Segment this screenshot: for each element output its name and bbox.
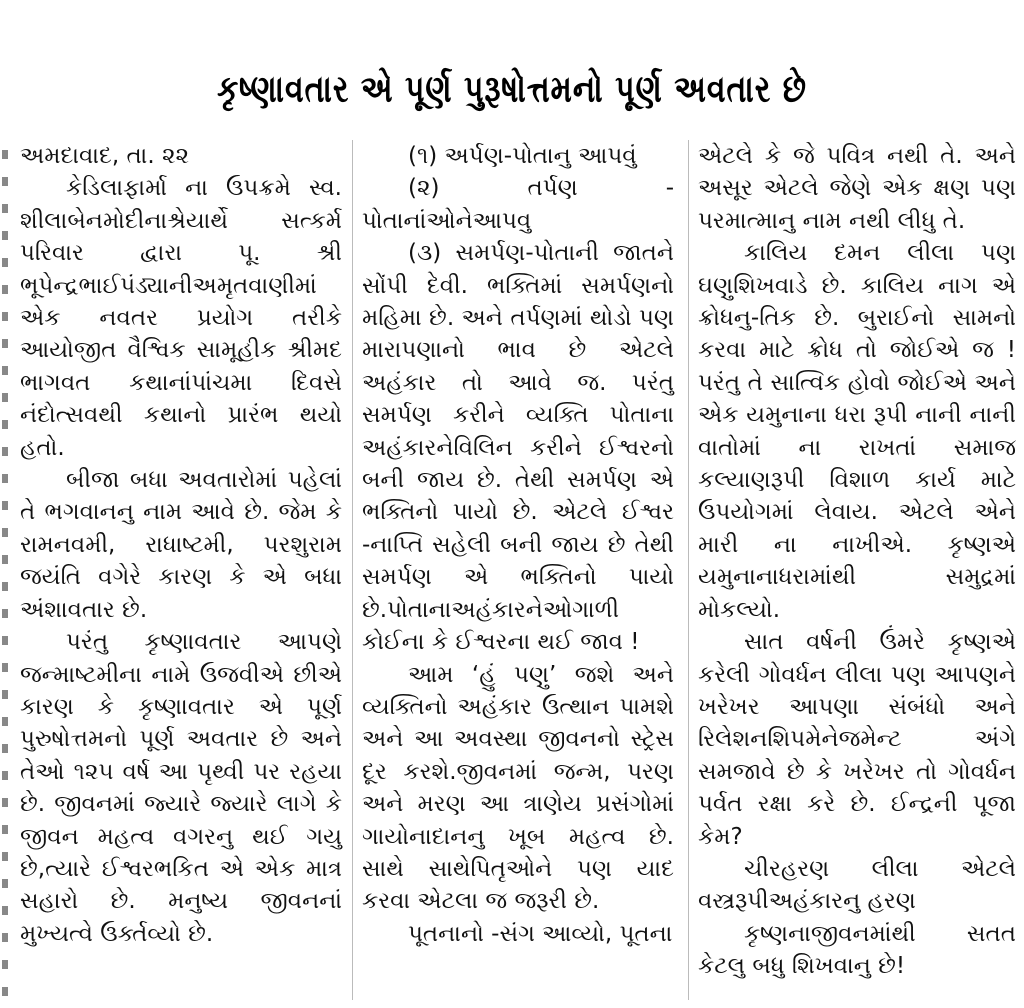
column-2 xyxy=(362,140,674,950)
paragraph: સાત વર્ષની ઉંમરે કૃષ્ણએ કરેલી ગોવર્ધન લીલા પણ આપણને ખરેખર આપણા સંબંધો અને રિલેશનશિપમેનેજમેન્ટ અંગે સમજાવે છે કે ખરેખર તો ગોવર્ધન પર્વત રક્ષા કરે છે. ઈન્દ્રની પૂજા કેમ? xyxy=(698,629,1016,850)
paragraph: બીજા બધા અવતારોમાં પહેલાં તે ભગવાનનુ નામ આવે છે. જેમ કે રામનવમી, રાધાષ્ટમી, પરશુરામ જયંતિ વગેરે કારણ કે એ બધા અંશાવતાર છે. xyxy=(20,467,342,623)
paragraph: કાલિય દમન લીલા પણ ઘણુશિખવાડે છે. કાલિય નાગ એ ક્રોધનુ-તિક છે. બુરાઈનો સામનો કરવા માટે ક્રોધ તો જોઈએ જ ! પરંતુ તે સાત્વિક હોવો જોઈએ અને એક યમુનાના ધરા રૂપી નાની નાની વાતોમાં ના રાખતાં સમાજ કલ્યાણરૂપી વિશાળ કાર્ય માટે ઉપયોગમાં લેવાય. એટલે એને મારી ના નાખીએ. કૃષ્ણએ યમુનાનાધરામાંથી સમુદ્રમાં મોકલ્યો. xyxy=(698,240,1016,623)
paragraph: કેડિલાફાર્મા ના ઉપક્રમે સ્વ. શીલાબેનમોદીનાશ્રેયાર્થે સત્કર્મ પરિવાર દ્વારા પૂ. શ્રી ભૂપેન્દ્રભાઈપંડ્યાનીઅમૃતવાણીમાં એક નવતર પ્રયોગ તરીકે આયોજીત વૈશ્વિક સામૂહીક શ્રીમદ ભાગવત કથાનાંપાંચમા દિવસે નંદોત્સવથી કથાનો પ્રારંભ થયો હતો. xyxy=(20,175,342,461)
paragraph: ચીરહરણ લીલા એટલે વસ્ત્રરૂપીઅહંકારનુ હરણ xyxy=(698,855,1016,915)
column-divider-2 xyxy=(688,140,689,1000)
paragraph: કૃષ્ણનાજીવનમાંથી સતત કેટલુ બધુ શિખવાનુ છે! xyxy=(698,920,1016,980)
column-edge-marks xyxy=(2,150,8,1000)
column-3 xyxy=(698,140,1016,983)
paragraph: આમ ‘હું પણુ’ જશે અને વ્યક્તિનો અહંકાર ઉત્થાન પામશે અને આ અવસ્થા જીવનનો સ્ટ્રેસ દૂર કરશે.જીવનમાં જન્મ, પરણ અને મરણ આ ત્રાણેય પ્રસંગોમાં ગાયોનાદાનનુ ખૂબ મહત્વ છે. સાથે સાથેપિતૃઓને પણ યાદ કરવા એટલા જ જરૂરી છે. xyxy=(362,661,674,915)
paragraph: (૨) તર્પણ - પોતાનાંઓનેઆપવુ xyxy=(362,175,674,234)
paragraph: પરંતુ કૃષ્ણાવતાર આપણે જન્માષ્ટમીના નામે ઉજવીએ છીએ કારણ કે કૃષ્ણાવતાર એ પૂર્ણ પુરુષોત્તમનો પૂર્ણ અવતાર છે અને તેઓ ૧૨૫ વર્ષ આ પૃથ્વી પર રહયા છે. જીવનમાં જ્યારે જ્યારે લાગે કે જીવન મહત્વ વગરનુ થઈ ગયુ છે,ત્યારે ઈશ્વરભકિત એ એક માત્ર સહારો છે. મનુષ્ય જીવનનાં મુખ્યત્વે ઉર્ક્તવ્યો છે. xyxy=(20,629,342,947)
headline: કૃષ્ણાવતાર એ પૂર્ણ પુરૂષોત્તમનો પૂર્ણ અવતાર છે xyxy=(217,67,807,111)
column-1 xyxy=(20,140,342,950)
column-divider-1 xyxy=(352,140,353,1000)
dateline: અમદાવાદ, તા. ૨૨ xyxy=(20,143,189,169)
paragraph: (૧) અર્પણ-પોતાનુ આપવું xyxy=(408,143,637,169)
paragraph: એટલે કે જે પવિત્ર નથી તે. અને અસૂર એટલે જેણે એક ક્ષણ પણ પરમાત્માનુ નામ નથી લીધુ તે. xyxy=(698,143,1016,234)
paragraph: (૩) સમર્પણ-પોતાની જાતને સોંપી દેવી. ભક્તિમાં સમર્પણનો મહિમા છે. અને તર્પણમાં થોડો પણ મારાપણાનો ભાવ છે એટલે અહંકાર તો આવે જ. પરંતુ સમર્પણ કરીને વ્યક્તિ પોતાના અહંકારનેવિલિન કરીને ઈશ્વરનો બની જાય છે. તેથી સમર્પણ એ ભક્તિનો પાયો છે. એટલે ઈશ્વર -નાપ્તિ સહેલી બની જાય છે તેથી સમર્પણ એ ભક્તિનો પાયો છે.પોતાનાઅહંકારનેઓગાળી કોઈના કે ઈશ્વરના થઈ જાવ ! xyxy=(362,240,674,656)
paragraph: પૂતનાનો -સંગ આવ્યો, પૂતના xyxy=(408,920,673,947)
